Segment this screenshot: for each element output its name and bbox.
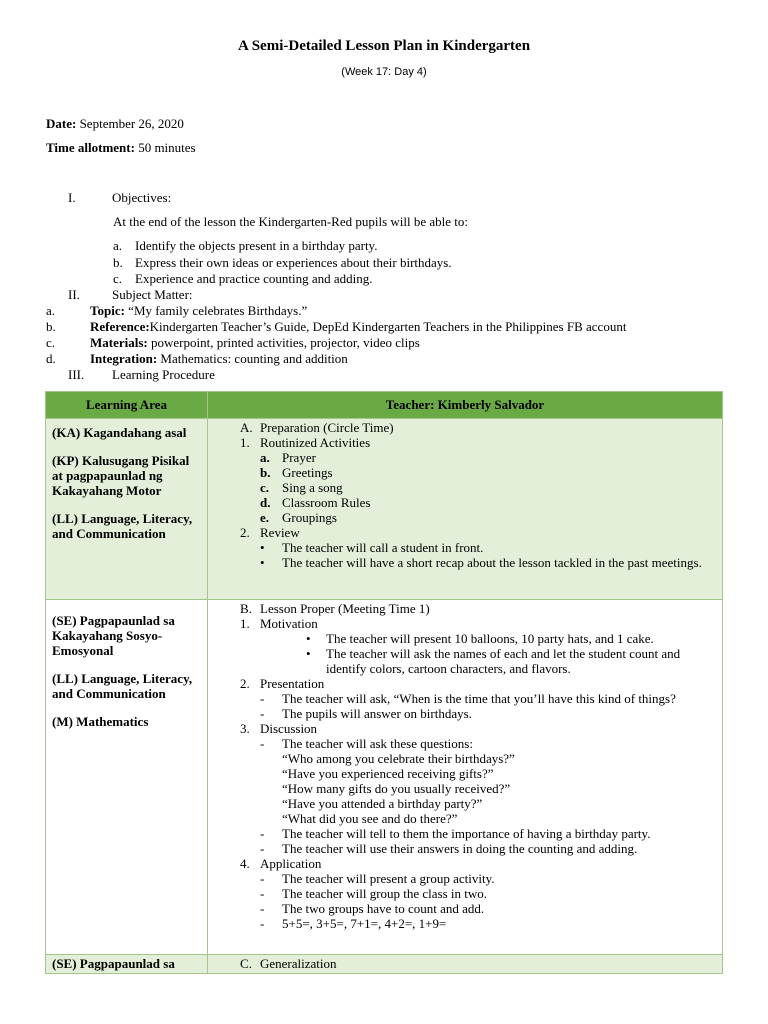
time-allotment-line [46, 140, 196, 156]
teacher-header: Teacher: Kimberly Salvador [208, 392, 723, 419]
learning-area-cell: (SE) Pagpapaunlad sa [46, 955, 208, 974]
learning-procedure-heading: III. Learning Procedure [68, 367, 215, 382]
table-header-row [46, 392, 723, 419]
list-item: c. Materials: powerpoint, printed activities, projector, video clips [46, 335, 420, 350]
subject-matter-list [46, 303, 626, 367]
objectives-intro: At the end of the lesson the Kindergarten-Red pupils will be able to: [113, 214, 469, 229]
table-row [46, 419, 723, 600]
time-allotment-value: 50 minutes [138, 140, 196, 155]
document-subtitle: (Week 17: Day 4) [341, 66, 427, 78]
activity-cell: B. Lesson Proper (Meeting Time 1) 1. Motivation • The teacher will present 10 balloons, 10 party hats, and 1 cake. • The teacher will ask the names of each and let the student count and identify colors, cartoon characters, and flavors. 2. Presentation - The teacher will ask, “When is the time that you’ll have this kind of things? - The pupils will answer on birthdays. 3. Discussion - The teacher will ask these questions: “Who among you celebrate their birthdays?” “Have you experienced receiving gifts?” “How many gifts do you usually received?” “Have you attended a birthday party?” “What did you see and do there?” - The teacher will tell to them the importance of having a birthday party. - The teacher will use their answers in doing the counting and adding. 4. Application - The teacher will present a group activity. - The teacher will group the class in two. - The two groups have to count and add. - 5+5=, 3+5=, 7+1=, 4+2=, 1+9= [208, 600, 723, 955]
objectives-list [113, 238, 452, 288]
date-value: September 26, 2020 [79, 116, 184, 131]
learning-area-header: Learning Area [46, 392, 208, 419]
list-item: c. Experience and practice counting and adding. [113, 271, 373, 286]
date-label: Date: [46, 116, 77, 131]
activity-cell: A. Preparation (Circle Time) 1. Routinized Activities a. Prayer b. Greetings c. Sing a song d. Classroom Rules e. Groupings 2. Review • The teacher will call a student in front. • The teacher will have a short recap about the lesson tackled in the past meetings. [208, 419, 723, 600]
activity-cell: C. Generalization [208, 955, 723, 974]
lesson-plan-table [45, 391, 723, 974]
learning-area-cell: (SE) Pagpapaunlad sa Kakayahang Sosyo-Emosyonal (LL) Language, Literacy, and Communication (M) Mathematics [46, 600, 208, 955]
list-item: a. Identify the objects present in a birthday party. [113, 238, 378, 253]
subject-matter-heading: II. Subject Matter: [68, 287, 193, 302]
list-item: b. Reference:Kindergarten Teacher’s Guide, DepEd Kindergarten Teachers in the Philippines FB account [46, 319, 627, 334]
objectives-heading: I. Objectives: [68, 190, 172, 205]
table-row [46, 600, 723, 955]
learning-area-cell: (KA) Kagandahang asal (KP) Kalusugang Pisikal at pagpapaunlad ng Kakayahang Motor (LL) Language, Literacy, and Communication [46, 419, 208, 600]
table-row [46, 955, 723, 974]
list-item: b. Express their own ideas or experiences about their birthdays. [113, 254, 452, 270]
date-line [46, 116, 184, 132]
list-item: d. Integration: Mathematics: counting and addition [46, 351, 348, 366]
list-item: a. Topic: “My family celebrates Birthdays.” [46, 303, 308, 318]
document-title: A Semi-Detailed Lesson Plan in Kindergarten [237, 38, 531, 54]
time-allotment-label: Time allotment: [46, 140, 135, 155]
